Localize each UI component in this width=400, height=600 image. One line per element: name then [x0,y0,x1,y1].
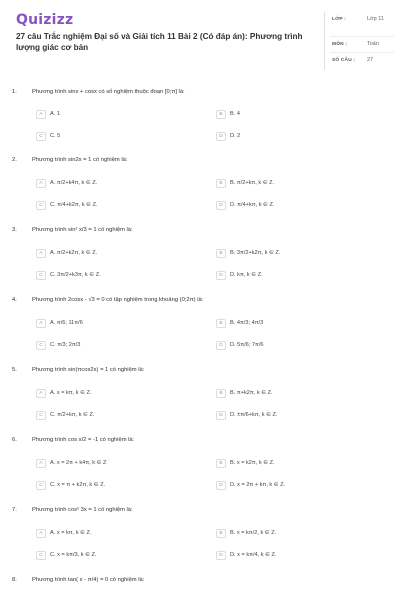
option-letter-badge: B [216,529,226,538]
option-text: D. kπ, k ∈ Z. [230,272,263,278]
option-d[interactable] [216,550,277,560]
option-letter-badge: D [216,411,226,420]
option-d[interactable] [216,200,274,210]
option-text: D. π/4+kπ, k ∈ Z. [230,202,275,208]
option-c[interactable] [36,550,97,560]
option-text: A. x = kπ, k ∈ Z. [50,390,92,396]
question-number: 7. [12,507,17,513]
option-letter-badge: D [216,481,226,490]
option-a[interactable] [36,318,83,328]
option-d[interactable] [216,480,285,490]
option-c[interactable] [36,480,105,490]
subject-value: Toán [367,41,379,47]
question-text: Phương trình cos x/2 = -1 có nghiệm là: [32,437,135,443]
question-text: Phương trình tan( x - π/4) = 0 có nghiệm là: [32,577,145,583]
option-text: D. x = 2π + kπ, k ∈ Z. [230,482,286,488]
option-text: D. x = kπ/4, k ∈ Z. [230,552,277,558]
option-a[interactable] [36,248,97,258]
subject-label: MÔN : [332,42,348,47]
option-text: A. x = 2π + k4π, k ∈ Z [50,460,107,466]
meta-separator [330,52,394,53]
option-letter-badge: A [36,459,46,468]
option-letter-badge: C [36,201,46,210]
option-text: C. x = kπ/3, k ∈ Z. [50,552,97,558]
option-text: A. π/2+k4π, k ∈ Z. [50,180,98,186]
option-letter-badge: D [216,341,226,350]
option-letter-badge: D [216,271,226,280]
worksheet-title: 27 câu Trắc nghiệm Đại số và Giải tích 11 Bài 2 (Có đáp án): Phương trình lượng giác cơ bản [16,32,303,52]
count-value: 27 [367,57,374,63]
question-text: Phương trình sinx + cosx có số nghiệm thuộc đoạn [0;π] là: [32,89,185,95]
option-b[interactable] [216,318,263,328]
option-text: B. π+k2π, k ∈ Z. [230,390,273,396]
meta-divider [324,12,325,70]
option-text: B. 4 [230,111,240,117]
question-number: 8. [12,577,17,583]
option-letter-badge: C [36,551,46,560]
option-letter-badge: A [36,529,46,538]
option-b[interactable] [216,528,276,538]
option-a[interactable] [36,388,92,398]
meta-separator [330,36,394,37]
option-c[interactable] [36,200,98,210]
option-letter-badge: D [216,551,226,560]
option-text: C. x = π + k2π, k ∈ Z. [50,482,106,488]
option-letter-badge: A [36,249,46,258]
option-text: C. π/4+k2π, k ∈ Z. [50,202,98,208]
option-b[interactable] [216,178,274,188]
option-text: C. π/2+kπ, k ∈ Z. [50,412,95,418]
option-letter-badge: B [216,179,226,188]
option-letter-badge: B [216,389,226,398]
question-text: Phương trình sin(πcos2x) = 1 có nghiệm là: [32,367,145,373]
option-letter-badge: A [36,110,46,119]
question-number: 3. [12,227,17,233]
option-b[interactable] [216,109,240,119]
option-b[interactable] [216,458,275,468]
question-text: Phương trình 2cosx - √3 = 0 có tập nghiệm trong khoảng (0;2π) là: [32,297,204,303]
question-text: Phương trình sin² x/3 = 1 có nghiệm là: [32,227,133,233]
question-number: 4. [12,297,17,303]
option-letter-badge: C [36,481,46,490]
question-text: Phương trình cos² 3x = 1 có nghiệm là: [32,507,133,513]
option-text: B. x = kπ/2, k ∈ Z. [230,530,277,536]
option-letter-badge: C [36,341,46,350]
grade-value: Lớp 11 [367,16,384,22]
option-text: C. 5 [50,133,61,139]
option-text: C. π/3; 2π/3 [50,342,81,348]
option-letter-badge: C [36,132,46,141]
option-letter-badge: B [216,459,226,468]
option-letter-badge: A [36,319,46,328]
option-a[interactable] [36,458,106,468]
option-letter-badge: B [216,319,226,328]
option-letter-badge: D [216,132,226,141]
option-text: A. x = kπ, k ∈ Z. [50,530,92,536]
quizizz-logo: Quizizz [16,12,74,28]
option-d[interactable] [216,131,240,141]
option-letter-badge: C [36,271,46,280]
option-d[interactable] [216,340,264,350]
option-text: A. π/6; 11π/6 [50,320,83,326]
option-b[interactable] [216,388,273,398]
grade-label: LỚP : [332,17,347,22]
option-text: D. 2 [230,133,241,139]
count-label: SỐ CÂU : [332,58,356,63]
question-number: 6. [12,437,17,443]
option-text: D. 5π/6; 7π/6 [230,342,264,348]
option-text: B. π/2+kπ, k ∈ Z. [230,180,275,186]
question-number: 2. [12,157,17,163]
option-c[interactable] [36,410,94,420]
option-letter-badge: B [216,110,226,119]
option-text: A. π/2+k2π, k ∈ Z. [50,250,98,256]
option-letter-badge: C [36,411,46,420]
option-letter-badge: B [216,249,226,258]
option-d[interactable] [216,410,278,420]
option-a[interactable] [36,109,60,119]
option-letter-badge: A [36,389,46,398]
option-text: A. 1 [50,111,60,117]
question-number: 1. [12,89,17,95]
option-c[interactable] [36,340,80,350]
option-a[interactable] [36,528,92,538]
question-number: 5. [12,367,17,373]
worksheet-header [0,0,400,76]
question-text: Phương trình sin2x = 1 có nghiệm là: [32,157,128,163]
option-c[interactable] [36,131,60,141]
option-text: C. 3π/2+k3π, k ∈ Z. [50,272,101,278]
option-text: B. x = k2π, k ∈ Z. [230,460,275,466]
option-b[interactable] [216,248,280,258]
option-a[interactable] [36,178,97,188]
option-letter-badge: D [216,201,226,210]
option-c[interactable] [36,270,101,280]
option-text: D. ±π/6+kπ, k ∈ Z. [230,412,278,418]
option-text: B. 4π/3; 4π/3 [230,320,264,326]
option-letter-badge: A [36,179,46,188]
option-d[interactable] [216,270,263,280]
option-text: B. 3π/2+k2π, k ∈ Z. [230,250,281,256]
